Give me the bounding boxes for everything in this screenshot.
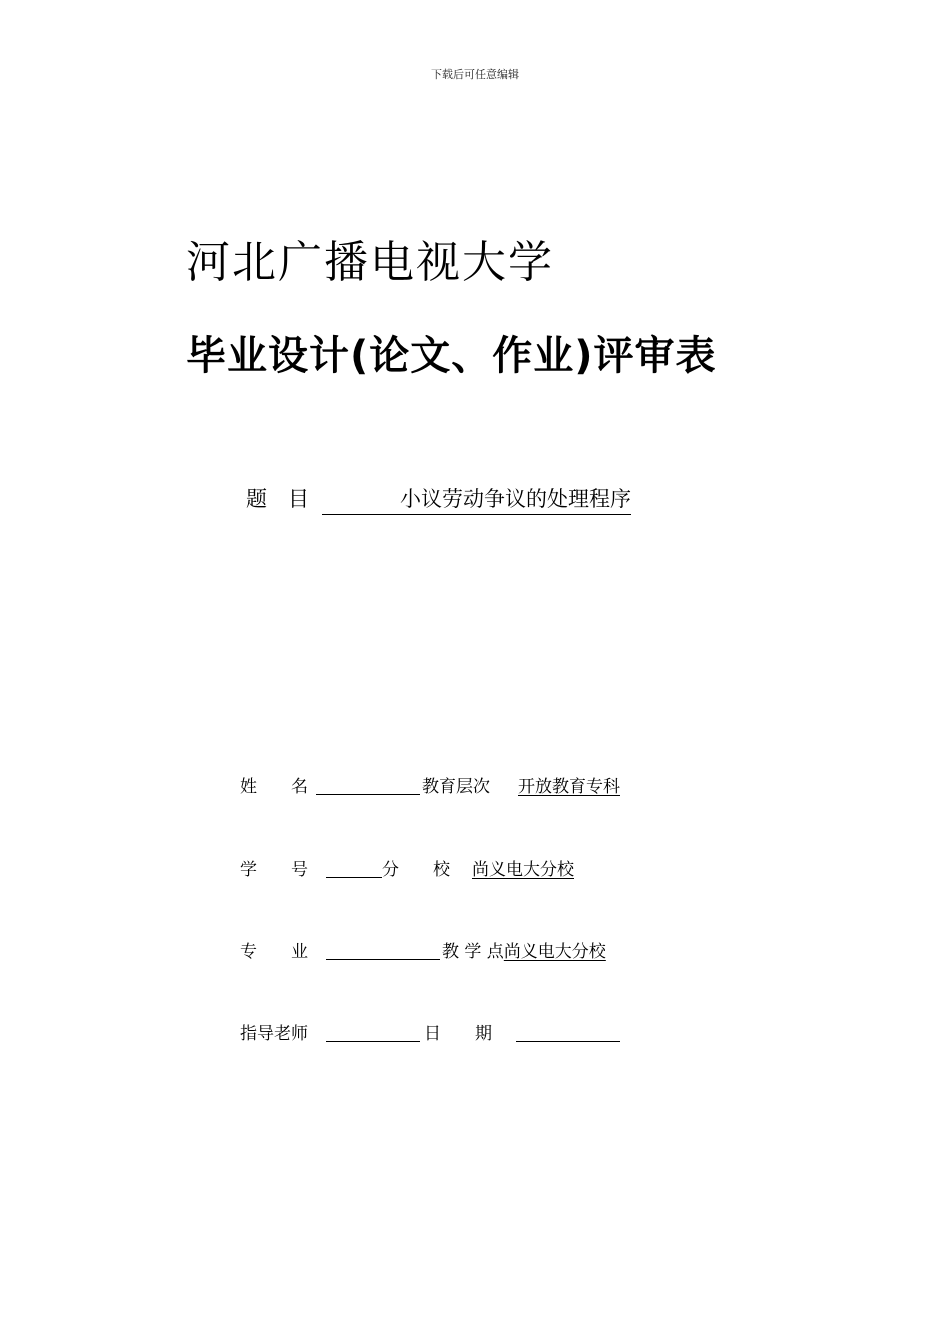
date-field[interactable] [516, 1023, 620, 1042]
major-label: 专 业 [240, 942, 308, 962]
student-id-row [240, 855, 574, 879]
edu-level-label: 教育层次 [422, 777, 490, 797]
advisor-label: 指导老师 [240, 1024, 308, 1044]
name-label: 姓 名 [240, 777, 308, 797]
topic-row [246, 483, 631, 515]
topic-label: 题 目 [246, 487, 309, 511]
teaching-point-label: 教 学 点 [442, 942, 504, 962]
advisor-field[interactable] [326, 1023, 420, 1042]
student-id-field[interactable] [326, 859, 382, 878]
advisor-row [240, 1019, 620, 1043]
form-title: 毕业设计(论文、作业)评审表 [186, 333, 717, 379]
university-name: 河北广播电视大学 [186, 237, 554, 288]
name-row [240, 772, 620, 796]
teaching-point-value[interactable]: 尚义电大分校 [503, 942, 606, 962]
name-field[interactable] [316, 776, 420, 795]
branch-label: 分 校 [382, 860, 450, 880]
topic-value[interactable]: 小议劳动争议的处理程序 [322, 483, 631, 515]
branch-value[interactable]: 尚义电大分校 [472, 860, 574, 880]
page-header-note: 下载后可任意编辑 [431, 68, 519, 81]
major-row [240, 937, 606, 961]
edu-level-value[interactable]: 开放教育专科 [518, 777, 620, 797]
date-label: 日 期 [424, 1024, 492, 1044]
major-field[interactable] [326, 941, 440, 960]
student-id-label: 学 号 [240, 860, 308, 880]
